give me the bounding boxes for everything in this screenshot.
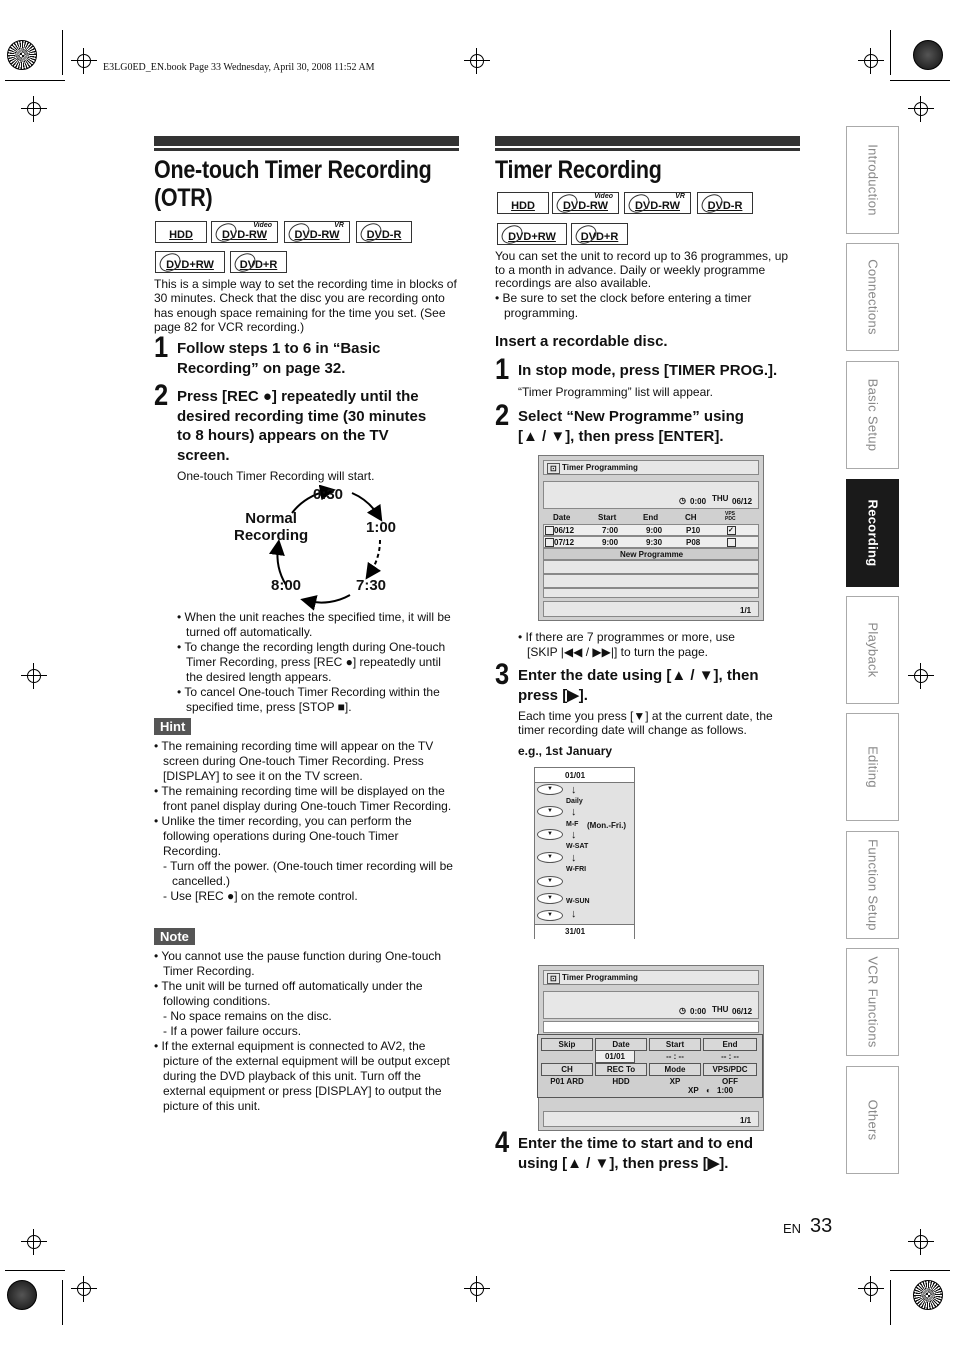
edit-panel: Skip Date Start End 01/01 -- : -- -- : -- CH REC To Mode VPS/PDC P01 ARD HDD XP OFF XP ◐ 1:00 [537, 1034, 763, 1098]
crosshair-icon [908, 96, 934, 122]
step-number: 1 [495, 353, 510, 386]
timer-step2: Select “New Programme” using [▲ / ▼], then press [ENTER]. [518, 408, 744, 445]
section-bar [495, 136, 800, 148]
registration-sun-icon [913, 1280, 943, 1310]
otr-bullets: • When the unit reaches the specified time, it will be turned off automatically. • To change the recording length during One-touch Timer Recording, press [REC ●] repeatedly until the desired length appears. • To cancel One-touch Timer Recording within the specified time, press [STOP ■]. [177, 610, 451, 714]
timer-step3: Enter the date using [▲ / ▼], then press [▶]. [518, 667, 759, 704]
crop-line [890, 30, 891, 75]
badge-dvd-rw-video: Video DVD-RW [211, 221, 278, 243]
timer-step1-note: “Timer Programming” list will appear. [518, 385, 713, 399]
tab-others[interactable]: Others [846, 1066, 899, 1174]
disc-icon [625, 191, 653, 217]
crop-line [890, 80, 950, 81]
badge-hdd: HDD [497, 192, 549, 214]
disc-icon [285, 220, 313, 246]
badge-dvd-rw-video: Video DVD-RW [552, 192, 619, 214]
crosshair-icon [464, 1276, 490, 1302]
tab-connections[interactable]: Connections [846, 243, 899, 351]
crosshair-icon [21, 96, 47, 122]
otr-step1: Follow steps 1 to 6 in “Basic Recording” on page 32. [177, 340, 381, 377]
down-button-icon: ▼ [537, 893, 563, 904]
cycle-time-100: 1:00 [366, 519, 397, 536]
table-row[interactable]: 07/12 9:00 9:30 P08 [543, 536, 759, 548]
badge-dvd-r: DVD-R [356, 221, 412, 243]
screen-info-area: ◷ 0:00 THU 06/12 [543, 991, 759, 1019]
skip-field[interactable] [541, 1050, 593, 1052]
rec-to-field[interactable]: HDD [612, 1077, 630, 1086]
hint-label: Hint [154, 718, 191, 735]
badge-dvd-r: DVD-R [697, 192, 753, 214]
skip-bullet: • If there are 7 programmes or more, use [SKIP |◀◀ / ▶▶|] to turn the page. [518, 630, 735, 659]
disc-remaining-icon: ◐ [706, 1086, 711, 1095]
crosshair-icon [21, 663, 47, 689]
cycle-time-030: 0:30 [313, 486, 344, 503]
badge-dvd-plus-rw: DVD+RW [497, 223, 567, 245]
list-header: Date Start End CH VPS PDC [553, 511, 736, 522]
timer-intro-bullet: • Be sure to set the clock before entering a timer programming. [495, 291, 752, 320]
note-list: • You cannot use the pause function during One-touch Timer Recording. • The unit will be turned off automatically under the following conditions. - No space remains on the disc. - If a power failure occurs. • If the external equipment is connected to AV2, the picture of the external equipment will be output except during the DVD playback of this unit. Turn off the external equipment or press [DISPLAY] to output the picture of this unit. [154, 949, 450, 1113]
otr-step2-note: One-touch Timer Recording will start. [177, 469, 375, 483]
down-arrow-icon: ↓ [571, 806, 577, 818]
down-arrow-icon: ↓ [571, 784, 577, 796]
tab-playback[interactable]: Playback [846, 596, 899, 704]
table-row[interactable]: 06/12 7:00 9:00 P10 ✓ [543, 524, 759, 536]
example-label: e.g., 1st January [518, 744, 613, 758]
otr-intro: This is a simple way to set the recording time in blocks of 30 minutes. Check that the disc you are recording onto has enough space remaining for the time you set. (See page 82 for VCR recording.) [154, 277, 457, 335]
down-button-icon: ▼ [537, 784, 563, 795]
section-bar [154, 136, 459, 148]
tab-basic-setup[interactable]: Basic Setup [846, 361, 899, 469]
badge-dvd-rw-vr: VR DVD-RW [284, 221, 350, 243]
down-button-icon: ▼ [537, 876, 563, 887]
badge-hdd: HDD [155, 221, 207, 243]
checked-checkbox-icon: ✓ [727, 526, 736, 535]
mode-field[interactable]: XP [669, 1077, 681, 1086]
crosshair-icon [858, 48, 884, 74]
cycle-time-730: 7:30 [356, 577, 387, 594]
vps-pdc-field[interactable]: OFF [722, 1077, 738, 1086]
disc-icon [572, 222, 600, 248]
registration-sun-icon [7, 40, 37, 70]
crop-line [5, 1270, 65, 1271]
screen-footer: 1/1 [543, 601, 759, 617]
step-number: 4 [495, 1126, 510, 1159]
otr-step2: Press [REC ●] repeatedly until the desired recording time (30 minutes to 8 hours) appears on the TV screen. [177, 388, 427, 464]
crosshair-icon [858, 1276, 884, 1302]
registration-sun-icon [913, 40, 943, 70]
list-item [543, 560, 759, 574]
date-field[interactable]: 01/01 [595, 1050, 635, 1063]
disc-icon [553, 191, 581, 217]
badge-dvd-plus-r: DVD+R [571, 223, 628, 245]
hint-list: • The remaining recording time will appear on the TV screen during One-touch Timer Recording. Press [DISPLAY] to see it on the TV screen. • The remaining recording time will be displayed on the front panel display during One-touch Timer Recording. • Unlike the timer recording, you can perform the following operations during One-touch Timer Recording. - Turn off the power. (One-touch timer recording will be cancelled.) - Use [REC ●] on the remote control. [154, 739, 453, 903]
unchecked-checkbox-icon [727, 538, 736, 547]
note-label: Note [154, 928, 195, 945]
insert-disc: Insert a recordable disc. [495, 333, 668, 350]
crosshair-icon [71, 48, 97, 74]
crop-line [890, 1270, 950, 1271]
disc-icon [698, 191, 726, 217]
ch-field[interactable]: P01 ARD [550, 1077, 584, 1086]
step-number: 3 [495, 658, 510, 691]
tab-vcr-functions[interactable]: VCR Functions [846, 948, 899, 1056]
screen-info-area: ◷ 0:00 THU 06/12 [543, 481, 759, 509]
screen-title-bar: ⊡ Timer Programming [543, 460, 759, 475]
screen-footer: 1/1 [543, 1111, 759, 1127]
down-arrow-icon: ↓ [571, 908, 577, 920]
disc-icon [498, 222, 526, 248]
timer-icon: ⊡ [547, 973, 560, 984]
registration-sun-icon [7, 1280, 37, 1310]
end-field[interactable]: -- : -- [721, 1052, 739, 1061]
down-button-icon: ▼ [537, 829, 563, 840]
step-number: 1 [154, 331, 169, 364]
otr-title-line2: (OTR) [154, 184, 213, 212]
timer-step1: In stop mode, press [TIMER PROG.]. [518, 362, 778, 379]
timer-programming-screen-edit [538, 965, 764, 1131]
down-button-icon: ▼ [537, 910, 563, 921]
recording-time-cycle-diagram [230, 485, 430, 615]
disc-icon [231, 250, 259, 276]
tab-recording[interactable]: Recording [846, 479, 899, 587]
badge-dvd-rw-vr: VR DVD-RW [624, 192, 691, 214]
page-number: 33 [810, 1215, 833, 1237]
crosshair-icon [464, 48, 490, 74]
start-field[interactable]: -- : -- [666, 1052, 684, 1061]
clock-icon: ◷ [679, 496, 686, 505]
timer-programming-screen-list [538, 455, 764, 621]
crosshair-icon [21, 1229, 47, 1255]
down-button-icon: ▼ [537, 806, 563, 817]
timer-step4: Enter the time to start and to end using [▲ / ▼], then press [▶]. [518, 1135, 754, 1172]
step-number: 2 [154, 379, 169, 412]
step-number: 2 [495, 399, 510, 432]
timer-icon: ⊡ [547, 463, 560, 474]
crop-line [890, 1280, 891, 1325]
disc-icon [357, 220, 385, 246]
crop-line [5, 80, 65, 81]
down-button-icon: ▼ [537, 852, 563, 863]
disc-icon [212, 220, 240, 246]
crosshair-icon [71, 1276, 97, 1302]
clock-icon: ◷ [679, 1006, 686, 1015]
crosshair-icon [908, 663, 934, 689]
screen-title-bar: ⊡ Timer Programming [543, 970, 759, 985]
new-programme-row[interactable]: New Programme [543, 548, 759, 560]
tab-function-setup[interactable]: Function Setup [846, 831, 899, 939]
disc-icon [156, 250, 184, 276]
cycle-time-800: 8:00 [271, 577, 302, 594]
badge-dvd-plus-r: DVD+R [230, 251, 287, 273]
crop-line [62, 30, 63, 75]
tab-introduction[interactable]: Introduction [846, 126, 899, 234]
list-item [543, 574, 759, 588]
badge-dvd-plus-rw: DVD+RW [155, 251, 225, 273]
otr-title-line1: One-touch Timer Recording [154, 156, 432, 184]
down-arrow-icon: ↓ [571, 829, 577, 841]
timer-intro: You can set the unit to record up to 36 programmes, up to a month in advance. Daily or weekly programme recordings are also available. [495, 249, 789, 290]
down-arrow-icon: ↓ [571, 852, 577, 864]
tab-editing[interactable]: Editing [846, 713, 899, 821]
date-sequence-diagram: 01/01 Daily M-F (Mon.-Fri.) W-SAT W-FRI W-SUN 31/01 ↓ ↓ ↓ ↓ ↓ ▼ ▼ ▼ ▼ ▼ ▼ ▼ [534, 767, 635, 939]
list-item [543, 588, 759, 598]
language-code: EN [783, 1221, 802, 1236]
crop-line [62, 1280, 63, 1325]
cycle-normal-label: Normal Recording [234, 510, 309, 544]
file-info: E3LG0ED_EN.book Page 33 Wednesday, April 30, 2008 11:52 AM [103, 62, 375, 73]
timer-step3-note: Each time you press [▼] at the current date, the timer recording date will change as follows. [518, 709, 773, 738]
crosshair-icon [908, 1229, 934, 1255]
list-item [543, 1021, 759, 1033]
timer-title: Timer Recording [495, 156, 662, 184]
